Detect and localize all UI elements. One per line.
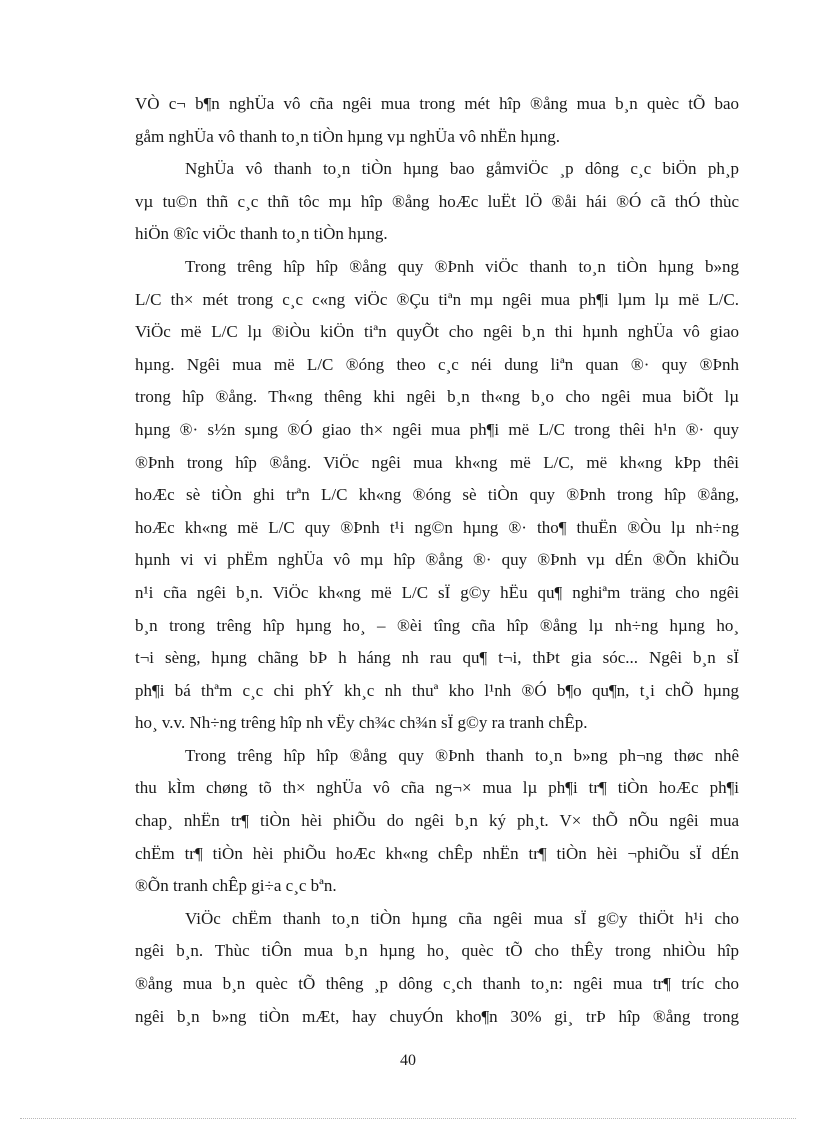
text-line: ph¶i bá thªm c¸c chi phÝ kh¸c nh thuª kho l¹nh ®Ó b¶o qu¶n, t¸i chÕ hµng: [135, 680, 739, 700]
text-line: hµng ®· s½n sµng ®Ó giao th× ngêi mua ph¶i më L/C trong thêi h¹n ®· quy: [135, 419, 739, 439]
text-line: hµng. Ngêi mua më L/C ®óng theo c¸c néi dung liªn quan ®· quy ®Þnh: [135, 354, 739, 374]
text-line: VÒ c¬ b¶n nghÜa vô cña ngêi mua trong mét hîp ®ång mua b¸n quèc tÕ bao: [135, 94, 739, 113]
text-line: ViÖc më L/C lµ ®iÒu kiÖn tiªn quyÕt cho ngêi b¸n thi hµnh nghÜa vô giao: [135, 322, 739, 342]
text-line: ®Õn tranh chÊp gi÷a c¸c bªn.: [135, 876, 337, 896]
text-line: ho¸ v.v. Nh÷ng trêng hîp nh vËy ch¾c ch¾n sÏ g©y ra tranh chÊp.: [135, 713, 588, 733]
text-line: ®ång mua b¸n quèc tÕ thêng ¸p dông c¸ch thanh to¸n: ngêi mua tr¶ tríc cho: [135, 974, 739, 994]
text-line: n¹i cña ngêi b¸n. ViÖc kh«ng më L/C sÏ g©y hËu qu¶ nghiªm träng cho ngêi: [135, 582, 739, 602]
text-line: chËm tr¶ tiÒn hèi phiÕu hoÆc kh«ng chÊp nhËn tr¶ tiÒn hèi ¬phiÕu sÏ dÉn: [135, 843, 739, 863]
text-line: ngêi b¸n. Thùc tiÔn mua b¸n hµng ho¸ quèc tÕ cho thÊy trong nhiÒu hîp: [135, 941, 739, 961]
text-line: chap¸ nhËn tr¶ tiÒn hèi phiÕu do ngêi b¸n ký ph¸t. V× thÕ nÕu ngêi mua: [135, 811, 739, 831]
text-line: vµ tu©n thñ c¸c thñ tôc mµ hîp ®ång hoÆc luËt lÖ ®åi hái ®Ó cã thÓ thùc: [135, 191, 739, 211]
page-number: 40: [400, 1052, 416, 1069]
text-line: ®Þnh trong hîp ®ång. ViÖc ngêi mua kh«ng më L/C, më kh«ng kÞp thêi: [135, 452, 739, 472]
text-line: ViÖc chËm thanh to¸n tiÒn hµng cña ngêi mua sÏ g©y thiÖt h¹i cho: [185, 908, 739, 928]
text-line: L/C th× mét trong c¸c c«ng viÖc ®Çu tiªn mµ ngêi mua ph¶i lµm lµ më L/C.: [135, 289, 739, 309]
text-line: hiÖn ®îc viÖc thanh to¸n tiÒn hµng.: [135, 224, 388, 244]
text-line: Trong trêng hîp hîp ®ång quy ®Þnh thanh to¸n b»ng ph¬ng thøc nhê: [185, 745, 739, 765]
text-line: thu kÌm chøng tõ th× nghÜa vô cña ng¬× mua lµ ph¶i tr¶ tiÒn hoÆc ph¶i: [135, 778, 739, 798]
text-line: hoÆc sè tiÒn ghi trªn L/C kh«ng ®óng sè tiÒn quy ®Þnh trong hîp ®ång,: [135, 485, 739, 505]
footer-divider: [20, 1118, 796, 1119]
text-line: NghÜa vô thanh to¸n tiÒn hµng bao gåmviÖc ¸p dông c¸c biÖn ph¸p: [185, 159, 739, 179]
text-line: Trong trêng hîp hîp ®ång quy ®Þnh viÖc thanh to¸n tiÒn hµng b»ng: [185, 256, 739, 276]
text-line: hµnh vi vi phËm nghÜa vô mµ hîp ®ång ®· quy ®Þnh vµ dÉn ®Õn khiÕu: [135, 550, 739, 570]
text-line: ngêi b¸n b»ng tiÒn mÆt, hay chuyÓn kho¶n 30% gi¸ trÞ hîp ®ång trong: [135, 1006, 739, 1026]
text-line: t¬i sèng, hµng chãng bÞ h háng nh rau qu¶ t¬i, thÞt gia sóc... Ngêi b¸n sÏ: [135, 648, 739, 668]
text-line: b¸n trong trêng hîp hµng ho¸ – ®èi tîng cña hîp ®ång lµ nh÷ng hµng ho¸: [135, 615, 739, 635]
text-line: trong hîp ®ång. Th«ng thêng khi ngêi b¸n th«ng b¸o cho ngêi mua biÕt lµ: [135, 387, 739, 407]
body-text: [135, 88, 739, 1033]
text-line: hoÆc kh«ng më L/C quy ®Þnh t¹i ng©n hµng ®· tho¶ thuËn ®Òu lµ nh÷ng: [135, 517, 739, 537]
text-line: gåm nghÜa vô thanh to¸n tiÒn hµng vµ nghÜa vô nhËn hµng.: [135, 126, 561, 146]
